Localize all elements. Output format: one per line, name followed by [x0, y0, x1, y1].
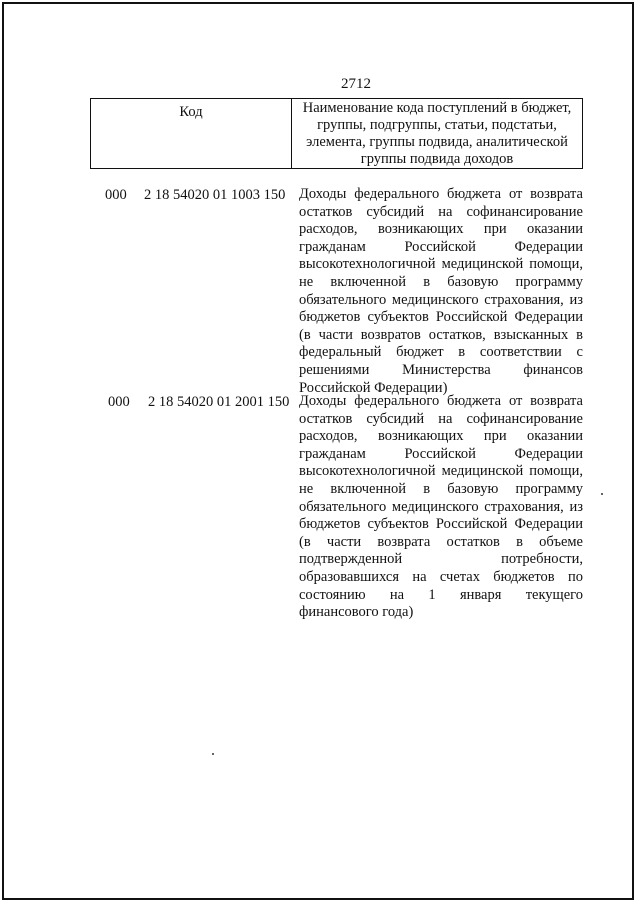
revenue-description: Доходы федерального бюджета от возврата остатков субсидий на софинансирование расходов, возникающих при оказании гражданам Российской Федерации высокотехнологичной медицинской помощи, не включенной в базовую программу обязательного медицинского страхования, из бюджетов субъектов Российской Федерации (в части возвратов остатков, взысканных в федеральный бюджет в соответствии с решениями Министерства финансов Российской Федерации)	[299, 186, 583, 396]
header-name-column: Наименование кода поступлений в бюджет, группы, подгруппы, статьи, подстатьи, элемента, группы подвида, аналитической группы подвида доходов	[302, 100, 572, 167]
scan-speck	[212, 753, 214, 755]
admin-code: 000	[105, 187, 127, 203]
page-number: 2712	[341, 76, 371, 92]
revenue-description: Доходы федерального бюджета от возврата остатков субсидий на софинансирование расходов, возникающих при оказании гражданам Российской Федерации высокотехнологичной медицинской помощи, не включенной в базовую программу обязательного медицинского страхования, из бюджетов субъектов Российской Федерации (в части возврата остатков в объеме подтвержденной потребности, образовавшихся на счетах бюджетов по состоянию на 1 января текущего финансового года)	[299, 393, 583, 621]
admin-code: 000	[108, 394, 130, 410]
revenue-code: 2 18 54020 01 1003 150	[144, 187, 286, 203]
header-code-column: Код	[91, 99, 292, 168]
revenue-code: 2 18 54020 01 2001 150	[148, 394, 290, 410]
table-header	[90, 98, 583, 169]
scan-speck	[601, 493, 603, 495]
